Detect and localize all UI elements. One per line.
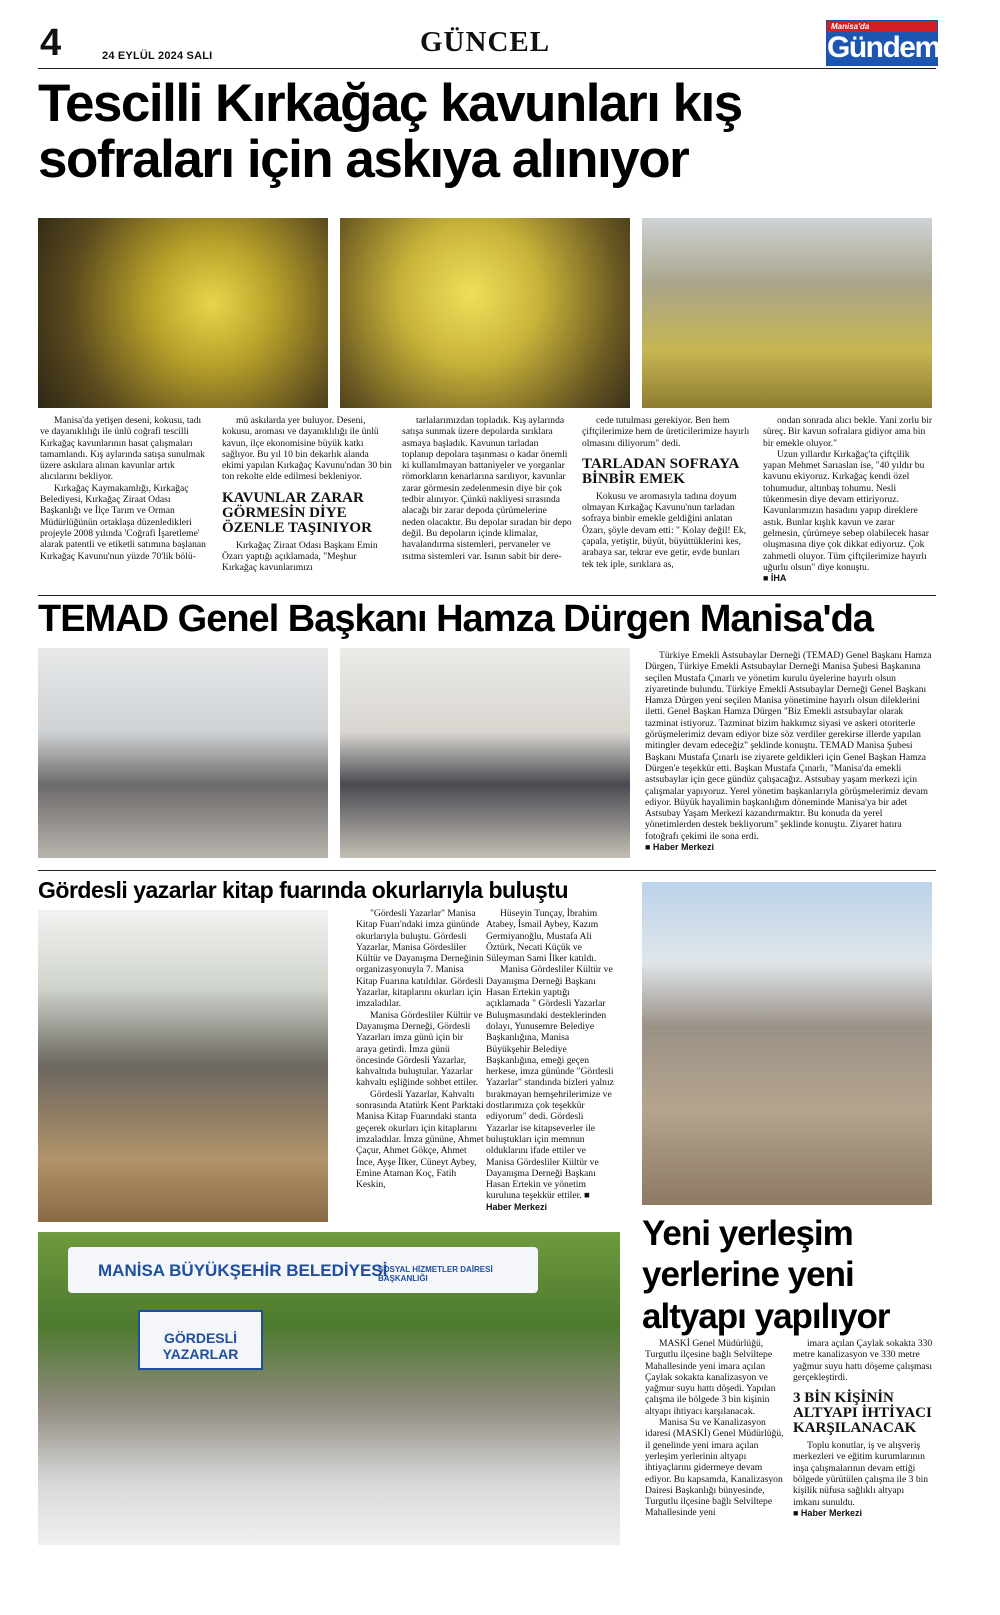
byline: ■ İHA: [763, 573, 787, 584]
paragraph: Kırkağaç Ziraat Odası Başkanı Emin Özarı yaptığı açıklamada, "Meşhur Kırkağaç kavunlarımızı: [222, 539, 378, 574]
photo-melon-store-2: [340, 218, 630, 408]
logo-top-text: Manisa'da: [827, 21, 937, 32]
byline: ■ Haber Merkezi: [793, 1507, 862, 1518]
issue-date: 24 EYLÜL 2024 SALI: [102, 50, 213, 62]
banner-subtitle: SOSYAL HİZMETLER DAİRESİ BAŞKANLIĞI: [378, 1265, 493, 1283]
paragraph: imara açılan Çaylak sokakta 330 metre kanalizasyon ve 330 metre yağmur suyu hattı döşeme çalışması gerçekleştirdi.: [793, 1338, 933, 1383]
headline-kavun: Tescilli Kırkağaç kavunları kış sofraları için askıya alınıyor: [38, 74, 742, 189]
section-divider: [38, 870, 936, 871]
kavun-column: [222, 415, 392, 574]
paragraph: Türkiye Emekli Astsubaylar Derneği (TEMAD) Genel Başkanı Hamza Dürgen, Türkiye Emekli Astsubaylar Derneği Manisa Şubesi Başkanına seçilen Mustafa Çınarlı ve yönetim kurulu üyelerine hayırlı olsun ziyaretinde bulundu. Türkiye Emekli Astsubaylar Derneği Genel Başkanı Hamza Dürgen yeni seçilen Manisa yönetimine hayırlı olsun dileklerini iletti. Genel Başkan Hamza Dürgen "Biz Emekli astsubaylar olarak tazminat istiyoruz. Tazminat bizim hakkımız siyasi ve askeri otoriterle görüşmelerimiz devam ediyor bize söz verdiler gerekirse illerde yapılan mitingler devam edeceğiz" şeklinde konuştu. TEMAD Manisa Şubesi Başkanı Mustafa Çınarlı ise ziyarete geldikleri için Genel Başkan Hamza Dürgen'e teşekkür etti. Başkan Mustafa Çınarlı, "Manisa'da emekli astsubaylar için gece gündüz çalışacağız. Astsubay yaşam merkezi için çalışmalar yapıyoruz. Yerel yönetim başkanlarıyla görüşmelerimiz devam ediyor. Büyük hayalimin başkanlığım döneminde Manisa'ya bir adet Astsubay Yaşam Merkezi kazandırmaktır. Bu konuda da yerel yönetimlerden destek bekliyorum" şeklinde konuştu. Ziyaret hatıra fotoğrafı çekimi ile sona erdi.: [645, 650, 932, 842]
logo-main-text: Gündem: [827, 31, 940, 64]
subheading: KAVUNLAR ZARAR GÖRMESİN DİYE ÖZENLE TAŞINIYOR: [222, 489, 372, 536]
newspaper-logo: [826, 20, 938, 66]
paragraph: Manisa'da yetişen deseni, kokusu, tadı ve dayanıklılığı ile ünlü coğrafi tescilli Kırkağaç kavunlarının hasat çalışmaları tamamlandı. Kış aylarında satışa sunulmak üzere askılara alınan kavunlar artık alıcılarını bekliyor.: [40, 415, 205, 483]
photo-melon-store-1: [38, 218, 328, 408]
paragraph: mü askılarda yer buluyor. Deseni, kokusu, aroması ve dayanıklılığı ile ünlü kavun, ilçe ekonomisine büyük katkı sağlıyor. Bu yıl 10 bin dekarlık alanda ekimi yapılan Kırkağaç Kavunu'ndan 30 bin ton rekolte elde edilmesi bekleniyor.: [222, 415, 392, 483]
maski-column: [645, 1338, 785, 1519]
paragraph: Manisa Gördesliler Kültür ve Dayanışma Derneği, Gördesli Yazarları imza günü için bir araya getirdi. İmza günü öncesinde Gördesli Yazarlar, kahvaltıda buluştular. Yazarlar kahvaltı eşliğinde sohbet ettiler.: [356, 1009, 483, 1089]
subheading: 3 BİN KİŞİNİN ALTYAPI İHTİYACI KARŞILANACAK: [793, 1390, 932, 1437]
page-number: 4: [40, 22, 62, 64]
section-title: GÜNCEL: [420, 26, 551, 58]
kavun-column: [402, 415, 572, 562]
headline-gordes: Gördesli yazarlar kitap fuarında okurlarıyla buluştu: [38, 877, 568, 903]
gordes-column: [356, 908, 484, 1190]
paragraph: Toplu konutlar, iş ve alışveriş merkezleri ve eğitim kurumlarının inşa çalışmalarının devam ettiği bölgede yürütülen çalışma ile 3 bin kişilik nüfusa sağlıklı altyapı imkanı sunuldu.: [793, 1440, 929, 1508]
paragraph: cede tutulması gerekiyor. Ben hem çiftçilerimize hem de üreticilerimize hayırlı olmasını diliyorum" dedi.: [582, 415, 750, 449]
header-rule: [38, 68, 936, 69]
headline-maski: Yeni yerleşim yerlerine yeni altyapı yapılıyor: [642, 1214, 890, 1336]
paragraph: Manisa Gördesliler Kültür ve Dayanışma Derneği Başkanı Hasan Ertekin yaptığı açıklamada " Gördesli Yazarlar Buluşmasındaki desteklerinden dolayı, Yunusemre Belediye Başkanlığına, Manisa Büyükşehir Belediye Başkanlığına, emeği geçen herkese, imza gününde "Gördesli Yazarlar" standında bizleri yalnız bırakmayan hemşehrilerimize ve dostlarımıza çok teşekkür ediyorum" dedi. Gördesli Yazarlar ise kitapseverler ile buluştukları için memnun olduklarını ifade ettiler ve Manisa Gördesliler Kültür ve Dayanışma Derneği Başkanı Hasan Ertekin ve yönetim kuruluna teşekkür ettiler. ■: [486, 964, 614, 1202]
headline-temad: TEMAD Genel Başkanı Hamza Dürgen Manisa'da: [38, 598, 873, 640]
subheading: TARLADAN SOFRAYA BİNBİR EMEK: [582, 455, 739, 487]
photo-gordes-stand: [38, 1232, 620, 1545]
paragraph: Kokusu ve aromasıyla tadına doyum olmayan Kırkağaç Kavunu'nun tarladan sofraya binbir emekle geldiğini anlatan Özarı, şöyle devam etti: " Kolay değil! Ek, çapala, yetiştir, büyüt, büyüttüklerini kes, arabaya sar, tekrar eve getir, evde bunları tek tek iple, sırıklara as,: [582, 490, 747, 570]
paragraph: "Gördesli Yazarlar" Manisa Kitap Fuarı'ndaki imza gününde okurlarıyla buluştu. Gördesli Yazarlar, Manisa Gördesliler Kültür ve Dayanışma Derneğinin organizasyonuyla 7. Manisa Kitap Fuarına katıldılar. Gördesli Yazarlar, kitaplarını okurları için imzaladılar.: [356, 908, 484, 1010]
byline: ■ Haber Merkezi: [645, 842, 714, 853]
photo-infrastructure-works: [642, 882, 932, 1205]
photo-temad-meeting-2: [340, 648, 630, 858]
photo-temad-meeting-1: [38, 648, 328, 858]
maski-column: [793, 1338, 933, 1518]
gordes-column: [486, 908, 614, 1212]
paragraph: MASKİ Genel Müdürlüğü, Turgutlu ilçesine bağlı Selviltepe Mahallesinde yeni imara açılan Çaylak sokakta kanalizasyon ve yağmur suyu hattı döşedi. Yapılan çalışma ile bölgede 3 bin kişinin altyapı ihtiyacı karşılanacak.: [645, 1338, 776, 1417]
byline: Haber Merkezi: [486, 1201, 548, 1212]
kavun-column: [40, 415, 210, 562]
paragraph: tarlalarımızdan topladık. Kış aylarında satışa sunmak üzere depolarda sırıklara asmaya başladık. Kavunun tarladan toplanıp depolara taşınması o kadar önemli ki kullanılmayan battaniyeler ve yorganlar römorkların kenarlarına sarılıyor, kavunlar zarar görmesin zedelenmesin diye bir çok tedbir alınıyor. Çünkü nakliyesi sırasında alacağı bir zarar depoda çürümelerine neden olacaktır. Bu depolar sıradan bir depo değil. Bu depoların içinde klimalar, havalandırma sistemleri, pervaneler ve ısıtma sistemleri var. Isının sabit bir dere-: [402, 415, 572, 562]
temad-column: [645, 650, 935, 852]
paragraph: Uzun yıllardır Kırkağaç'ta çiftçilik yapan Mehmet Sarıaslan ise, "40 yıldır bu kavunu ekiyoruz. Kırkağaç kendi özel tohumudur, altınbaş tohumu. Nesli tükenmesin diye devam ettiriyoruz. Kavunlarımızın hasadını yapıp direklere astık. Bunlar kışlık kavun ve zarar gelmesin, çürümeye sebep olabilecek hasar oluşmasına diye çok dikkat ediyoruz. Çok zahmetli oluyor. Tüm çiftçilerimize hayırlı uğurlu olsun" diye konuştu.: [763, 448, 929, 573]
paragraph: Kırkağaç Kaymakamlığı, Kırkağaç Belediyesi, Kırkağaç Ziraat Odası Başkanlığı ve İlçe Tarım ve Orman Müdürlüğünün ortaklaşa düzenledikleri projeyle 2008 yılında 'Coğrafi İşaretleme' alarak patentli ve etiketli satımına başlanan Kırkağaç Kavunu'nun yüzde 70'lik bölü-: [40, 482, 206, 562]
paragraph: Manisa Su ve Kanalizasyon idaresi (MASKİ) Genel Müdürlüğü, il genelinde yeni imara açılan yerleşim yerlerinin altyapı ihtiyaçlarını gidermeye devam ediyor. Bu kapsamda, Kanalizasyon Dairesi Başkanlığı bünyesinde, Turgutlu ilçesine bağlı Selviltepe Mahallesinde yeni: [645, 1417, 784, 1519]
kavun-column: [763, 415, 933, 583]
photo-gordes-authors: [38, 910, 328, 1222]
photo-melon-store-3: [642, 218, 932, 408]
paragraph: ondan sonrada alıcı bekle. Yani zorlu bir süreç. Bir kavun sofralara gidiyor ama bin bir emekle oluyor.": [763, 415, 933, 449]
paragraph: Gördesli Yazarlar, Kahvaltı sonrasında Atatürk Kent Parktaki Manisa Kitap Fuarındaki stanta geçerek okurları için kitaplarını imzaladılar. İmza gününe, Ahmet Çaçur, Ahmet Gökçe, Ahmet İnce, Ayşe İlker, Cüneyt Aybey, Emine Ataman Koç, Fatih Keskin,: [356, 1088, 484, 1191]
paragraph: Hüseyin Tunçay, İbrahim Atabey, İsmail Aybey, Kazım Germiyanoğlu, Mustafa Ali Öztürk, Necati Küçük ve Süleyman Sami İlker katıldı.: [486, 908, 599, 965]
stand-sign: GÖRDESLİ YAZARLAR: [138, 1310, 263, 1370]
banner-title: MANİSA BÜYÜKŞEHİR BELEDİYESİ: [98, 1261, 388, 1280]
section-divider: [38, 595, 936, 596]
kavun-column: [582, 415, 752, 570]
